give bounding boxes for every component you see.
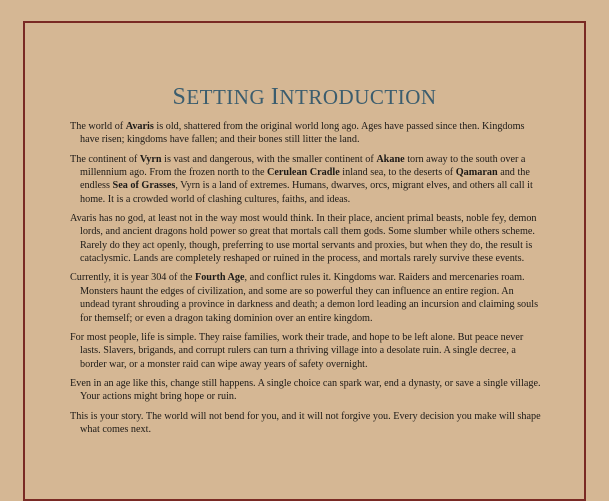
text-run: Even in an age like this, change still happens. A single choice can spark war, end a dynasty, or save a single village. Your actions might bring hope or ruin.: [70, 377, 541, 403]
text-run: The continent of: [70, 153, 140, 165]
body-text: [70, 120, 542, 442]
page-title-text: SETTING INTRODUCTION: [172, 84, 437, 110]
text-run: is old, shattered from the original world long ago. Ages have passed since then. Kingdoms have risen; kingdoms have fallen; and their bones still litter the land.: [80, 121, 525, 146]
text-run: is vast and dangerous, with the smaller continent of: [161, 153, 377, 165]
paragraph: [70, 120, 542, 147]
bold-term: Avaris: [125, 121, 154, 132]
page-title: [0, 84, 609, 111]
paragraph: [70, 153, 542, 207]
text-run: , Vyrn is a land of extremes. Humans, dwarves, orcs, migrant elves, and others all call it home. It is a crowded world of clashing cultures, faiths, and ideas.: [80, 180, 533, 205]
text-run: For most people, life is simple. They raise families, work their trade, and hope to be left alone. But peace never lasts. Slavers, brigands, and corrupt rulers can turn a thriving village into a desolate ruin. A single decree, a border war, or a monster raid can wipe away years of safety overnight.: [70, 331, 524, 370]
paragraph: [70, 212, 542, 266]
paragraph: [70, 331, 542, 371]
bold-term: Sea of Grasses: [112, 180, 176, 192]
text-run: and the endless: [80, 167, 530, 192]
bold-term: Vyrn: [139, 153, 162, 165]
paragraph: [70, 410, 542, 437]
bold-term: Akane: [376, 153, 405, 165]
paragraph: [70, 377, 542, 404]
text-run: Avaris has no god, at least not in the way most would think. In their place, ancient primal beasts, noble fey, demon lords, and ancient dragons hold power so great that mortals call them gods. Some slumber while others scheme. Rarely do they act openly, though, preferring to use mortal servants and proxies, but when they do, the result is cataclysmic. Lands are completely reshaped or ruined in the process, and mortals rarely survive these events.: [70, 213, 537, 265]
bold-term: Fourth Age: [194, 272, 245, 284]
text-run: , and conflict rules it. Kingdoms war. Raiders and mercenaries roam. Monsters haunt the edges of civilization, and some are so powerful they can influence an entire region. An undead tyrant shrouding a province in darkness and death; a demon lord leading an incursion and claiming souls for themself; or even a dragon taking dominion over an entire kingdom.: [80, 272, 539, 324]
text-run: Currently, it is year 304 of the: [70, 272, 195, 284]
bold-term: Cerulean Cradle: [267, 167, 340, 179]
paragraph: [70, 271, 542, 325]
text-run: inland sea, to the deserts of: [339, 167, 456, 179]
text-run: This is your story. The world will not bend for you, and it will not forgive you. Every decision you make will shape what comes next.: [70, 410, 541, 435]
text-run: torn away to the south over a millennium ago. From the frozen north to the: [80, 153, 526, 179]
bold-term: Qamaran: [455, 167, 498, 179]
text-run: The world of: [70, 121, 126, 132]
